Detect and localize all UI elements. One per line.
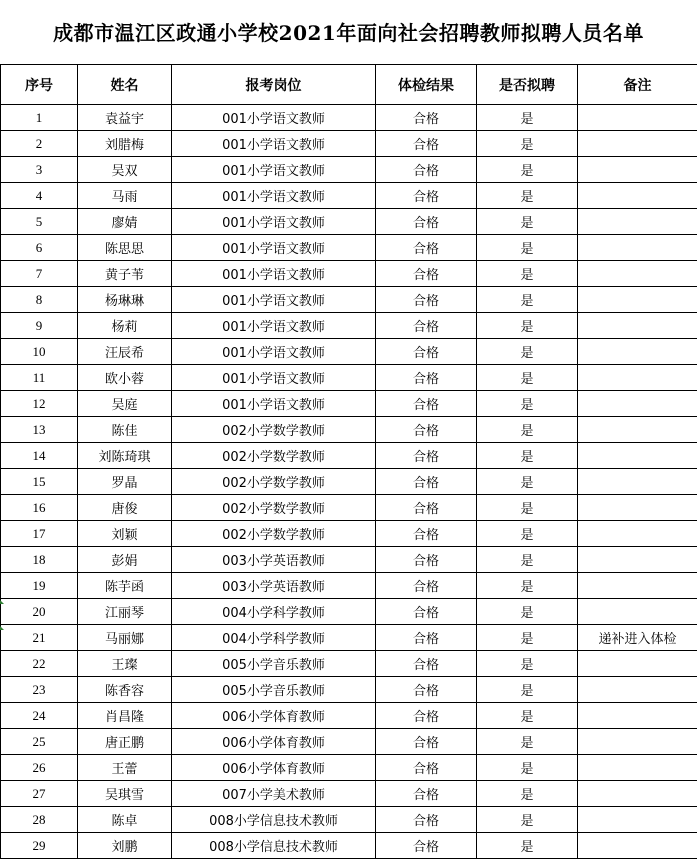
cell-position: 001小学语文教师: [172, 209, 376, 235]
cell-hired: 是: [477, 729, 578, 755]
cell-exam: 合格: [376, 781, 477, 807]
table-row: [1, 339, 697, 365]
cell-note: [578, 131, 697, 157]
cell-exam: 合格: [376, 677, 477, 703]
cell-marker-icon: [0, 626, 4, 630]
cell-position: 001小学语文教师: [172, 105, 376, 131]
cell-position: 008小学信息技术教师: [172, 807, 376, 833]
table-row: [1, 261, 697, 287]
cell-hired: 是: [477, 521, 578, 547]
cell-note: [578, 495, 697, 521]
table-row: [1, 105, 697, 131]
cell-name: 刘颖: [78, 521, 172, 547]
cell-note: [578, 781, 697, 807]
cell-name: 杨琳琳: [78, 287, 172, 313]
page-title: 成都市温江区政通小学校2021年面向社会招聘教师拟聘人员名单: [0, 0, 697, 64]
table-row: [1, 313, 697, 339]
cell-name: 吴双: [78, 157, 172, 183]
cell-hired: 是: [477, 573, 578, 599]
cell-hired: 是: [477, 703, 578, 729]
cell-note: 递补进入体检: [578, 625, 697, 651]
cell-exam: 合格: [376, 599, 477, 625]
cell-hired: 是: [477, 755, 578, 781]
cell-position: 002小学数学教师: [172, 495, 376, 521]
cell-exam: 合格: [376, 417, 477, 443]
cell-no: 22: [1, 651, 78, 677]
cell-hired: 是: [477, 391, 578, 417]
cell-no: 27: [1, 781, 78, 807]
cell-hired: 是: [477, 495, 578, 521]
cell-name: 罗晶: [78, 469, 172, 495]
cell-note: [578, 677, 697, 703]
cell-no: 6: [1, 235, 78, 261]
cell-no: 12: [1, 391, 78, 417]
cell-position: 001小学语文教师: [172, 391, 376, 417]
table-row: [1, 209, 697, 235]
cell-exam: 合格: [376, 547, 477, 573]
cell-note: [578, 417, 697, 443]
table-row: [1, 755, 697, 781]
cell-note: [578, 391, 697, 417]
cell-exam: 合格: [376, 573, 477, 599]
cell-note: [578, 521, 697, 547]
cell-position: 002小学数学教师: [172, 469, 376, 495]
cell-name: 江丽琴: [78, 599, 172, 625]
table-row: [1, 183, 697, 209]
cell-no: 23: [1, 677, 78, 703]
table-row: [1, 131, 697, 157]
cell-no: 24: [1, 703, 78, 729]
cell-position: 001小学语文教师: [172, 365, 376, 391]
cell-position: 001小学语文教师: [172, 131, 376, 157]
cell-exam: 合格: [376, 235, 477, 261]
cell-no: 16: [1, 495, 78, 521]
cell-exam: 合格: [376, 521, 477, 547]
cell-note: [578, 183, 697, 209]
cell-exam: 合格: [376, 729, 477, 755]
cell-hired: 是: [477, 157, 578, 183]
header-no: 序号: [1, 65, 78, 105]
cell-no: 7: [1, 261, 78, 287]
table-row: [1, 235, 697, 261]
table-row: [1, 391, 697, 417]
cell-exam: 合格: [376, 183, 477, 209]
cell-note: [578, 807, 697, 833]
cell-name: 欧小蓉: [78, 365, 172, 391]
cell-exam: 合格: [376, 105, 477, 131]
cell-no: 28: [1, 807, 78, 833]
cell-hired: 是: [477, 677, 578, 703]
cell-note: [578, 235, 697, 261]
table-row: [1, 417, 697, 443]
cell-no: 11: [1, 365, 78, 391]
cell-exam: 合格: [376, 625, 477, 651]
cell-hired: 是: [477, 365, 578, 391]
table-row: [1, 443, 697, 469]
cell-name: 吴庭: [78, 391, 172, 417]
cell-marker-icon: [0, 600, 4, 604]
cell-name: 陈香容: [78, 677, 172, 703]
cell-exam: 合格: [376, 365, 477, 391]
cell-position: 002小学数学教师: [172, 443, 376, 469]
table-row: [1, 287, 697, 313]
hiring-table: [0, 64, 697, 859]
cell-no: 10: [1, 339, 78, 365]
cell-no: 29: [1, 833, 78, 859]
cell-name: 唐正鹏: [78, 729, 172, 755]
cell-exam: 合格: [376, 339, 477, 365]
cell-position: 001小学语文教师: [172, 339, 376, 365]
cell-no: 9: [1, 313, 78, 339]
cell-name: 肖昌隆: [78, 703, 172, 729]
cell-exam: 合格: [376, 157, 477, 183]
cell-position: 001小学语文教师: [172, 235, 376, 261]
table-row: [1, 651, 697, 677]
cell-note: [578, 261, 697, 287]
table-row: [1, 625, 697, 651]
cell-note: [578, 755, 697, 781]
cell-no: 4: [1, 183, 78, 209]
cell-name: 马雨: [78, 183, 172, 209]
cell-exam: 合格: [376, 469, 477, 495]
cell-hired: 是: [477, 131, 578, 157]
cell-hired: 是: [477, 443, 578, 469]
cell-position: 006小学体育教师: [172, 755, 376, 781]
table-row: [1, 469, 697, 495]
cell-exam: 合格: [376, 131, 477, 157]
cell-name: 刘鹏: [78, 833, 172, 859]
cell-position: 006小学体育教师: [172, 703, 376, 729]
table-row: [1, 703, 697, 729]
header-note: 备注: [578, 65, 697, 105]
cell-hired: 是: [477, 807, 578, 833]
cell-position: 001小学语文教师: [172, 157, 376, 183]
table-body: [1, 105, 697, 859]
cell-name: 陈芋函: [78, 573, 172, 599]
cell-hired: 是: [477, 547, 578, 573]
cell-no: 20: [1, 599, 78, 625]
cell-no: 2: [1, 131, 78, 157]
cell-hired: 是: [477, 287, 578, 313]
cell-position: 003小学英语教师: [172, 547, 376, 573]
cell-position: 001小学语文教师: [172, 313, 376, 339]
cell-position: 002小学数学教师: [172, 417, 376, 443]
cell-position: 006小学体育教师: [172, 729, 376, 755]
cell-note: [578, 339, 697, 365]
cell-hired: 是: [477, 105, 578, 131]
cell-no: 13: [1, 417, 78, 443]
cell-note: [578, 313, 697, 339]
header-row: [1, 65, 697, 105]
cell-hired: 是: [477, 209, 578, 235]
table-row: [1, 573, 697, 599]
cell-no: 14: [1, 443, 78, 469]
table-row: [1, 833, 697, 859]
cell-hired: 是: [477, 313, 578, 339]
cell-hired: 是: [477, 651, 578, 677]
table-row: [1, 599, 697, 625]
cell-position: 004小学科学教师: [172, 625, 376, 651]
cell-name: 陈思思: [78, 235, 172, 261]
table-row: [1, 677, 697, 703]
cell-position: 001小学语文教师: [172, 261, 376, 287]
cell-name: 陈卓: [78, 807, 172, 833]
cell-note: [578, 105, 697, 131]
cell-name: 陈佳: [78, 417, 172, 443]
cell-no: 21: [1, 625, 78, 651]
cell-no: 17: [1, 521, 78, 547]
cell-exam: 合格: [376, 313, 477, 339]
table-row: [1, 547, 697, 573]
cell-hired: 是: [477, 781, 578, 807]
cell-name: 刘陈琦琪: [78, 443, 172, 469]
cell-no: 25: [1, 729, 78, 755]
cell-exam: 合格: [376, 391, 477, 417]
cell-no: 19: [1, 573, 78, 599]
cell-exam: 合格: [376, 495, 477, 521]
header-name: 姓名: [78, 65, 172, 105]
cell-position: 007小学美术教师: [172, 781, 376, 807]
cell-exam: 合格: [376, 651, 477, 677]
cell-no: 1: [1, 105, 78, 131]
cell-note: [578, 365, 697, 391]
cell-no: 18: [1, 547, 78, 573]
cell-hired: 是: [477, 469, 578, 495]
cell-position: 003小学英语教师: [172, 573, 376, 599]
cell-name: 唐俊: [78, 495, 172, 521]
cell-name: 刘腊梅: [78, 131, 172, 157]
cell-note: [578, 651, 697, 677]
cell-no: 26: [1, 755, 78, 781]
cell-hired: 是: [477, 599, 578, 625]
cell-note: [578, 547, 697, 573]
header-position: 报考岗位: [172, 65, 376, 105]
cell-hired: 是: [477, 625, 578, 651]
cell-note: [578, 209, 697, 235]
cell-name: 杨莉: [78, 313, 172, 339]
cell-name: 王蕾: [78, 755, 172, 781]
cell-hired: 是: [477, 183, 578, 209]
cell-note: [578, 443, 697, 469]
table-row: [1, 521, 697, 547]
cell-name: 黄子苇: [78, 261, 172, 287]
cell-no: 5: [1, 209, 78, 235]
cell-note: [578, 287, 697, 313]
cell-name: 王璨: [78, 651, 172, 677]
cell-exam: 合格: [376, 209, 477, 235]
cell-note: [578, 469, 697, 495]
cell-note: [578, 573, 697, 599]
table-row: [1, 781, 697, 807]
cell-name: 彭娟: [78, 547, 172, 573]
cell-position: 005小学音乐教师: [172, 677, 376, 703]
cell-hired: 是: [477, 235, 578, 261]
table-row: [1, 729, 697, 755]
header-exam: 体检结果: [376, 65, 477, 105]
cell-no: 8: [1, 287, 78, 313]
cell-hired: 是: [477, 417, 578, 443]
cell-name: 廖婧: [78, 209, 172, 235]
cell-note: [578, 729, 697, 755]
cell-note: [578, 157, 697, 183]
cell-exam: 合格: [376, 287, 477, 313]
cell-position: 002小学数学教师: [172, 521, 376, 547]
cell-note: [578, 599, 697, 625]
cell-note: [578, 833, 697, 859]
cell-no: 3: [1, 157, 78, 183]
cell-name: 汪辰希: [78, 339, 172, 365]
cell-name: 袁益宇: [78, 105, 172, 131]
cell-hired: 是: [477, 261, 578, 287]
cell-position: 004小学科学教师: [172, 599, 376, 625]
header-hired: 是否拟聘: [477, 65, 578, 105]
cell-exam: 合格: [376, 833, 477, 859]
cell-no: 15: [1, 469, 78, 495]
table-row: [1, 157, 697, 183]
cell-hired: 是: [477, 339, 578, 365]
cell-exam: 合格: [376, 261, 477, 287]
table-row: [1, 365, 697, 391]
cell-name: 马丽娜: [78, 625, 172, 651]
cell-position: 001小学语文教师: [172, 183, 376, 209]
cell-note: [578, 703, 697, 729]
cell-exam: 合格: [376, 807, 477, 833]
cell-position: 005小学音乐教师: [172, 651, 376, 677]
cell-exam: 合格: [376, 755, 477, 781]
cell-position: 001小学语文教师: [172, 287, 376, 313]
cell-hired: 是: [477, 833, 578, 859]
cell-position: 008小学信息技术教师: [172, 833, 376, 859]
table-row: [1, 495, 697, 521]
cell-exam: 合格: [376, 443, 477, 469]
cell-name: 吴琪雪: [78, 781, 172, 807]
table-row: [1, 807, 697, 833]
cell-exam: 合格: [376, 703, 477, 729]
